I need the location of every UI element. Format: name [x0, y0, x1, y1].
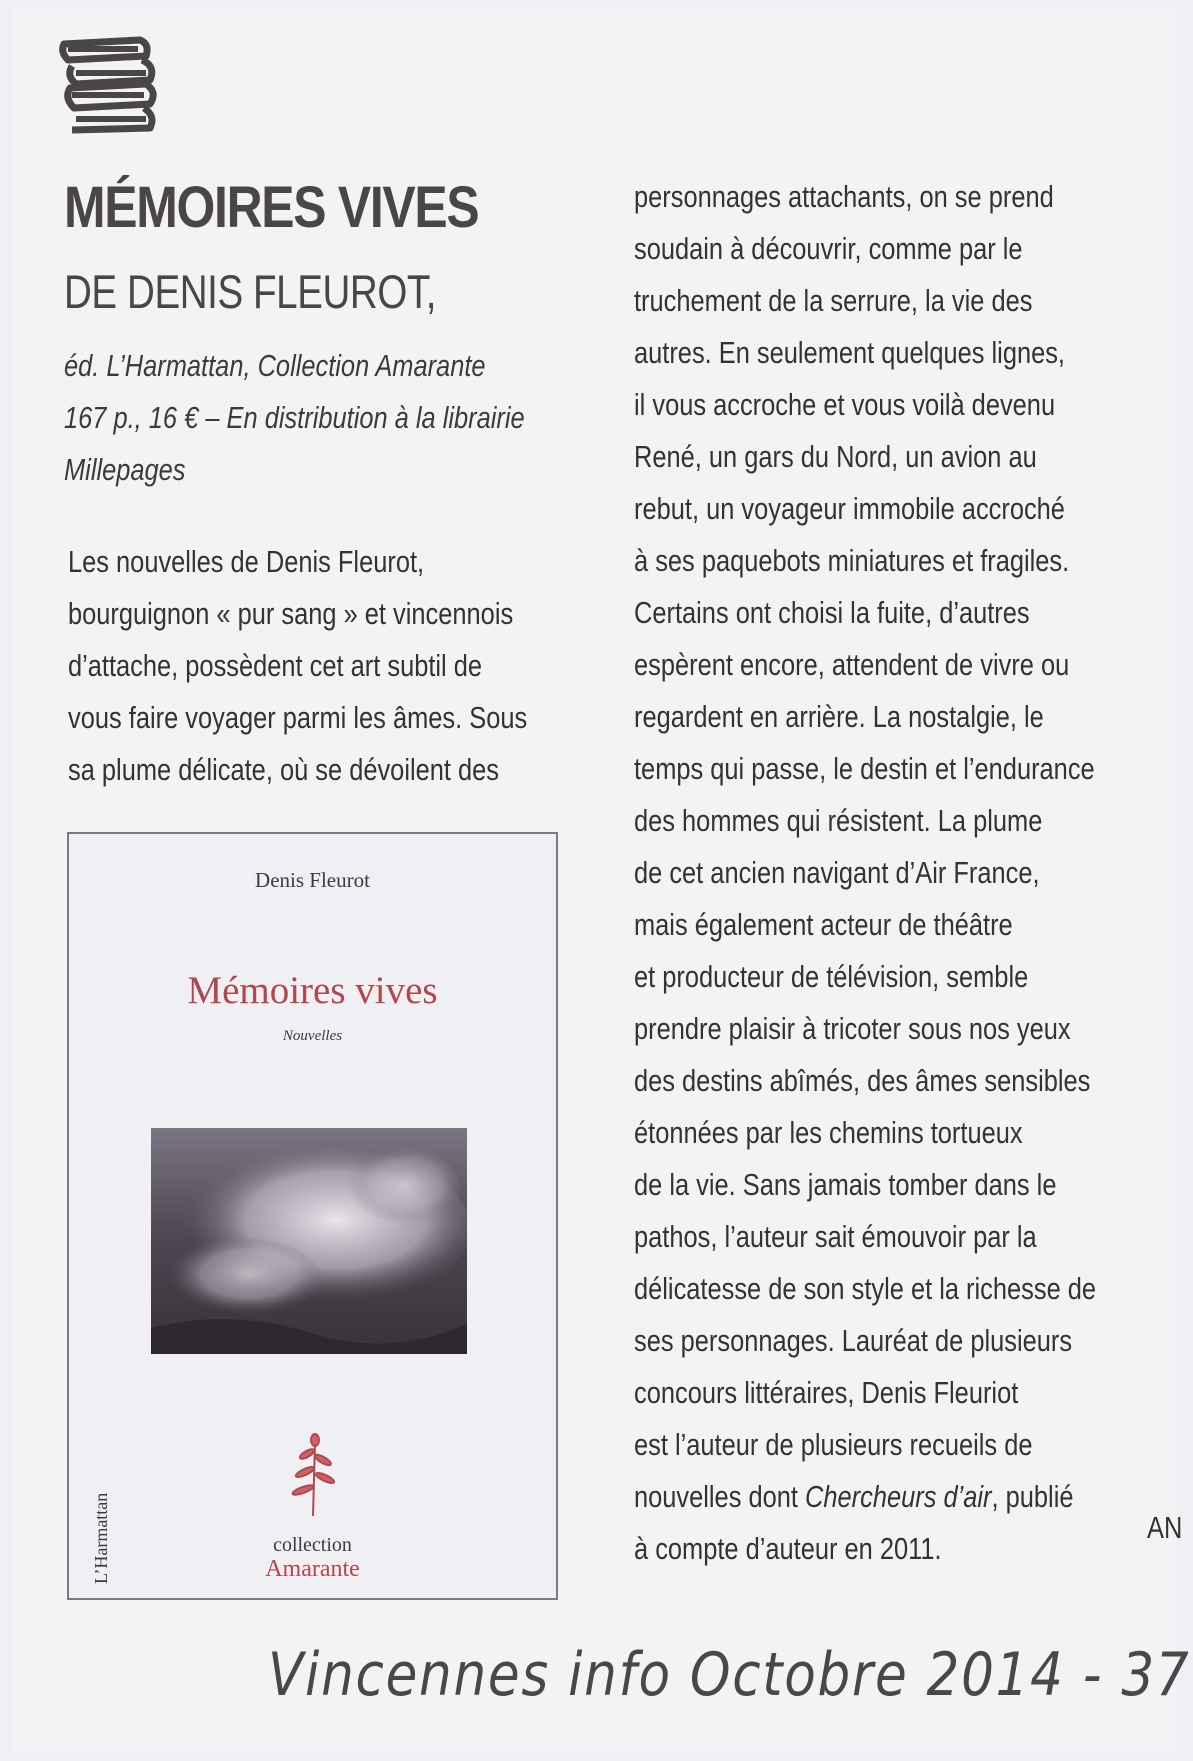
text-line: étonnées par les chemins tortueux	[634, 1115, 1023, 1150]
intro-paragraph	[68, 536, 576, 796]
text-line: de cet ancien navigant d’Air France,	[634, 855, 1040, 890]
text-line: personnages attachants, on se prend	[634, 179, 1054, 214]
wave-photo	[151, 1128, 467, 1354]
text-line: autres. En seulement quelques lignes,	[634, 335, 1065, 370]
text-line: des hommes qui résistent. La plume	[634, 803, 1043, 838]
text-line: des destins abîmés, des âmes sensibles	[634, 1063, 1091, 1098]
text-line: espèrent encore, attendent de vivre ou	[634, 647, 1070, 682]
article-author: DE DENIS FLEUROT,	[64, 265, 437, 318]
text-line: truchement de la serrure, la vie des	[634, 283, 1033, 318]
text-line: d’attache, possèdent cet art subtil de	[68, 648, 483, 683]
cover-title: Mémoires vives	[187, 969, 438, 1012]
text-line: sa plume délicate, où se dévoilent des	[68, 752, 499, 787]
text-line: délicatesse de son style et la richesse de	[634, 1271, 1097, 1306]
text-line: et producteur de télévision, semble	[634, 959, 1029, 994]
text-line: temps qui passe, le destin et l’endurance	[634, 751, 1095, 786]
text-line: à compte d’auteur en 2011.	[634, 1531, 942, 1566]
text-line: concours littéraires, Denis Fleuriot	[634, 1375, 1019, 1410]
books-stack-icon	[58, 34, 168, 134]
cover-author: Denis Fleurot	[255, 868, 370, 892]
cover-publisher: L’Harmattan	[91, 1492, 111, 1584]
sprig-logo-icon	[283, 1432, 345, 1516]
article-title: MÉMOIRES VIVES	[64, 175, 479, 240]
text-line: pathos, l’auteur sait émouvoir par la	[634, 1219, 1037, 1254]
text-line: Les nouvelles de Denis Fleurot,	[68, 544, 425, 579]
handwritten-source-note: Vincennes info Octobre 2014 - 37	[268, 1640, 1191, 1710]
text-line: rebut, un voyageur immobile accroché	[634, 491, 1065, 526]
cover-collection-name: Amarante	[265, 1556, 360, 1582]
author-signature: AN	[1147, 1510, 1183, 1545]
text-line: mais également acteur de théâtre	[634, 907, 1013, 942]
cover-collection-label: collection	[273, 1534, 352, 1556]
pub-info-line: éd. L’Harmattan, Collection Amarante	[64, 348, 486, 383]
book-title-italic: Chercheurs d’air	[805, 1479, 992, 1514]
text-line: vous faire voyager parmi les âmes. Sous	[68, 700, 528, 735]
column-two-text	[634, 171, 1142, 1575]
publication-info	[64, 340, 589, 496]
text-line: de la vie. Sans jamais tomber dans le	[634, 1167, 1057, 1202]
text-line: il vous accroche et vous voilà devenu	[634, 387, 1056, 422]
text-line: est l’auteur de plusieurs recueils de	[634, 1427, 1033, 1462]
pub-info-line: 167 p., 16 € – En distribution à la librairie	[64, 400, 525, 435]
text-line: René, un gars du Nord, un avion au	[634, 439, 1037, 474]
text-line: prendre plaisir à tricoter sous nos yeux	[634, 1011, 1071, 1046]
text-line: à ses paquebots miniatures et fragiles.	[634, 543, 1070, 578]
text-fragment: nouvelles dont	[634, 1479, 806, 1514]
text-line: soudain à découvrir, comme par le	[634, 231, 1023, 266]
book-cover	[67, 832, 558, 1600]
text-line	[634, 1471, 1142, 1523]
text-fragment: , publié	[991, 1479, 1074, 1514]
text-line: ses personnages. Lauréat de plusieurs	[634, 1323, 1073, 1358]
text-line: regardent en arrière. La nostalgie, le	[634, 699, 1044, 734]
text-line: Certains ont choisi la fuite, d’autres	[634, 595, 1030, 630]
text-line: bourguignon « pur sang » et vincennois	[68, 596, 514, 631]
pub-info-line: Millepages	[64, 452, 186, 487]
cover-subtitle: Nouvelles	[282, 1028, 343, 1044]
